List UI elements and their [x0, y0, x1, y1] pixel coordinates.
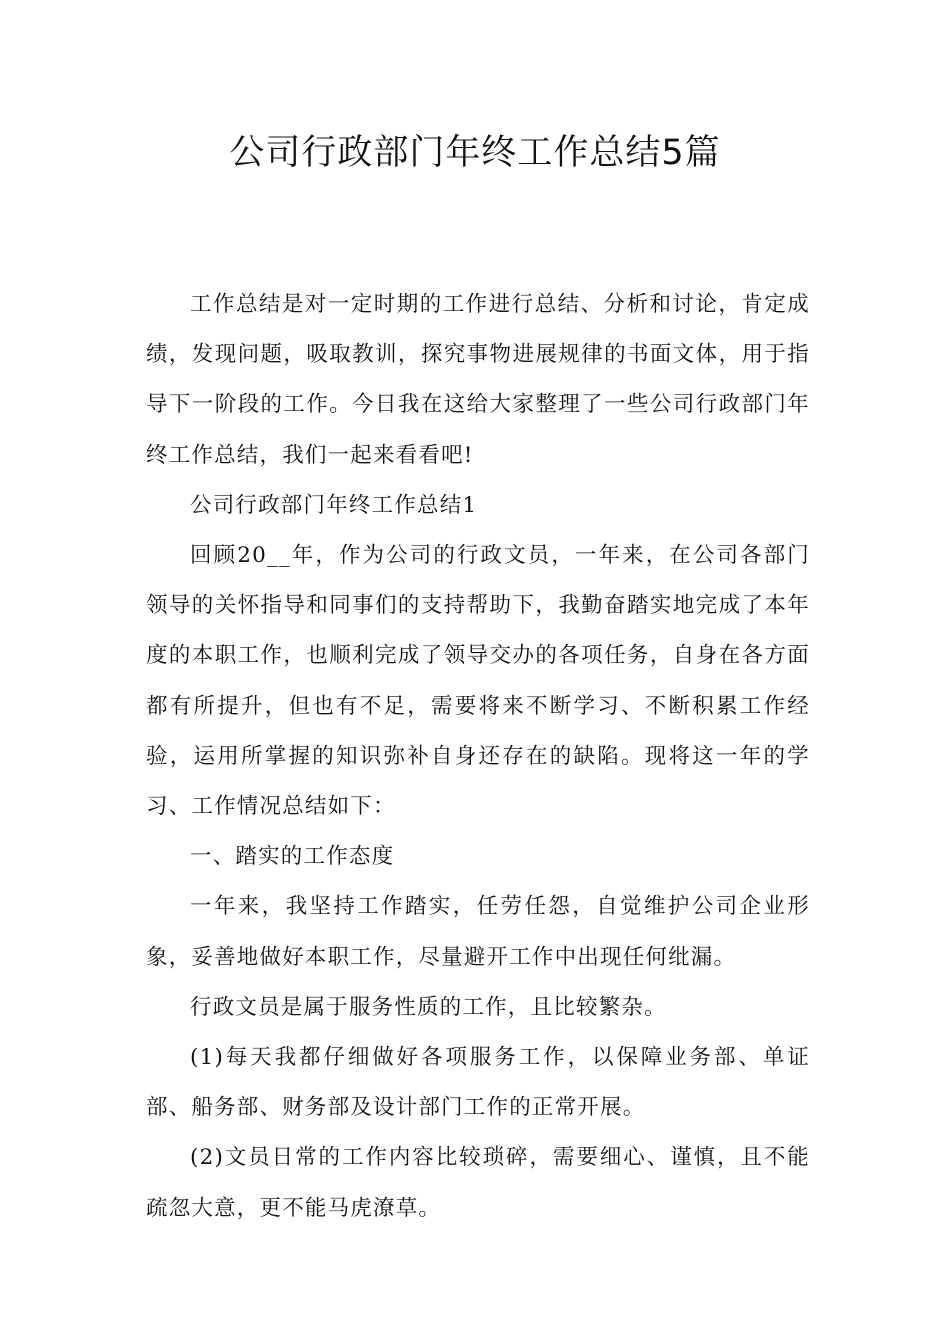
section-heading-summary-1: 公司行政部门年终工作总结1: [190, 492, 478, 518]
list-item-2: (2)文员日常的工作内容比较琐碎，需要细心、谨慎，且不能疏忽大意，更不能马虎潦草。: [146, 1145, 810, 1221]
section-heading-attitude: 一、踏实的工作态度: [190, 844, 395, 870]
review-paragraph: 回顾20__年，作为公司的行政文员，一年来，在公司各部门领导的关怀指导和同事们的支持帮助下，我勤奋踏实地完成了本年度的本职工作，也顺利完成了领导交办的各项任务，自身在各方面都有所提升，但也有不足，需要将来不断学习、不断积累工作经验，运用所掌握的知识弥补自身还存在的缺陷。现将这一年的学习、工作情况总结如下：: [146, 543, 810, 820]
intro-paragraph: 工作总结是对一定时期的工作进行总结、分析和讨论，肯定成绩，发现问题，吸取教训，探究事物进展规律的书面文体，用于指导下一阶段的工作。今日我在这给大家整理了一些公司行政部门年终工作总结，我们一起来看看吧!: [146, 292, 810, 468]
list-item-1: (1)每天我都仔细做好各项服务工作，以保障业务部、单证部、船务部、财务部及设计部门工作的正常开展。: [146, 1045, 810, 1121]
service-paragraph: 行政文员是属于服务性质的工作，且比较繁杂。: [190, 994, 667, 1020]
document-title: 公司行政部门年终工作总结5篇: [229, 133, 721, 173]
attitude-paragraph: 一年来，我坚持工作踏实，任劳任怨，自觉维护公司企业形象，妥善地做好本职工作，尽量避开工作中出现任何纰漏。: [146, 894, 810, 970]
document-body: [146, 280, 810, 1234]
